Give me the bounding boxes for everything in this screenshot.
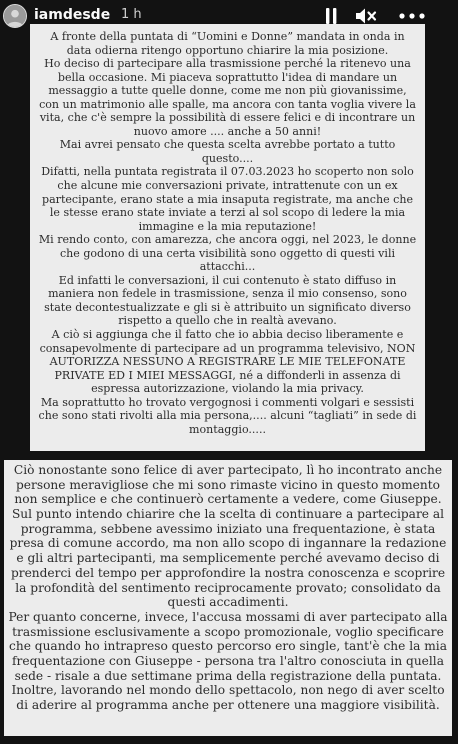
avatar-image-icon xyxy=(4,5,26,27)
statement-paragraph: Mi rendo conto, con amarezza, che ancora oggi, nel 2023, le donne che godono di una certa visibilità sono oggetto di questi vili attacchi... xyxy=(38,233,417,274)
more-options-icon xyxy=(392,4,432,28)
pause-button[interactable] xyxy=(318,4,344,28)
statement-card-top xyxy=(30,24,425,451)
profile-avatar[interactable] xyxy=(3,4,27,28)
story-username[interactable]: iamdesde xyxy=(34,7,111,23)
more-options-button[interactable] xyxy=(392,4,432,28)
statement-paragraph: A fronte della puntata di “Uomini e Donne” mandata in onda in data odierna ritengo opportuno chiarire la mia posizione. xyxy=(50,30,405,57)
statement-paragraph: Mai avrei pensato che questa scelta avrebbe portato a tutto questo.... xyxy=(59,138,396,165)
story-timestamp: 1 h xyxy=(121,7,142,22)
statement-paragraph: Sul punto intendo chiarire che la scelta di continuare a partecipare al programma, sebbene avessimo iniziato una frequentazione, è stata presa di comune accordo, ma non allo scopo di ingannare la redazione e gli altri partecipanti, ma semplicemente perché avevamo deciso di prenderci del tempo per approfondire la nostra conoscenza e scoprire la profondità del sentimento reciprocamente provato; consolidato da questi accadimenti. xyxy=(9,507,447,610)
statement-paragraph: Ed infatti le conversazioni, il cui contenuto è stato diffuso in maniera non fedele in trasmissione, senza il mio consenso, sono state decontestualizzate e gli si è attribuito un significato diverso rispetto a quello che in realtà avevano. xyxy=(44,273,411,328)
story-header xyxy=(0,0,458,34)
statement-card-bottom xyxy=(4,460,452,736)
speaker-muted-icon xyxy=(352,4,378,28)
statement-paragraph: Per quanto concerne, invece, l'accusa mossami di aver partecipato alla trasmissione esclusivamente a scopo promozionale, voglio specificare che quando ho intrapreso questo percorso ero single, tant'è che la mia frequentazione con Giuseppe - persona tra l'altro conosciuta in quella sede - risale a due settimane prima della registrazione della puntata. xyxy=(8,609,448,683)
statement-paragraph: Ho deciso di partecipare alla trasmissione perché la ritenevo una bella occasione. Mi piaceva soprattutto l'idea di mandare un messaggio a tutte quelle donne, come me non più giovanissime, con un matrimonio alle spalle, ma ancora con tanta voglia vivere la vita, che c'è sempre la possibilità di essere felici e di incontrare un nuovo amore .... anche a 50 anni! xyxy=(39,57,416,138)
statement-paragraph: Difatti, nella puntata registrata il 07.03.2023 ho scoperto non solo che alcune mie conversazioni private, intrattenute con un ex partecipante, erano state a mia insaputa registrate, ma anche che le stesse erano state inviate a terzi al sol scopo di ledere la mia immagine e la mia reputazione! xyxy=(41,165,414,233)
pause-icon xyxy=(318,4,344,28)
statement-paragraph: A ciò si aggiunga che il fatto che io abbia deciso liberamente e consapevolmente di partecipare ad un programma televisivo, NON AUTORIZZA NESSUNO A REGISTRARE LE MIE TELEFONATE PRIVATE ED I MIEI MESSAGGI, né a diffonderli in assenza di espressa autorizzazione, violando la mia privacy. xyxy=(39,328,416,396)
statement-paragraph: Ma soprattutto ho trovato vergognosi i commenti volgari e sessisti che sono stati rivolti alla mia persona,.... alcuni “tagliati” in sede di montaggio..... xyxy=(38,395,417,436)
statement-paragraph: Inoltre, lavorando nel mondo dello spettacolo, non nego di aver scelto di aderire al programma anche per ottenere una maggiore visibilità. xyxy=(11,683,445,712)
statement-paragraph: Ciò nonostante sono felice di aver partecipato, lì ho incontrato anche persone meravigliose che mi sono rimaste vicino in questo momento non semplice e che continuerò certamente a vedere, come Giuseppe. xyxy=(13,463,443,507)
mute-button[interactable] xyxy=(352,4,378,28)
